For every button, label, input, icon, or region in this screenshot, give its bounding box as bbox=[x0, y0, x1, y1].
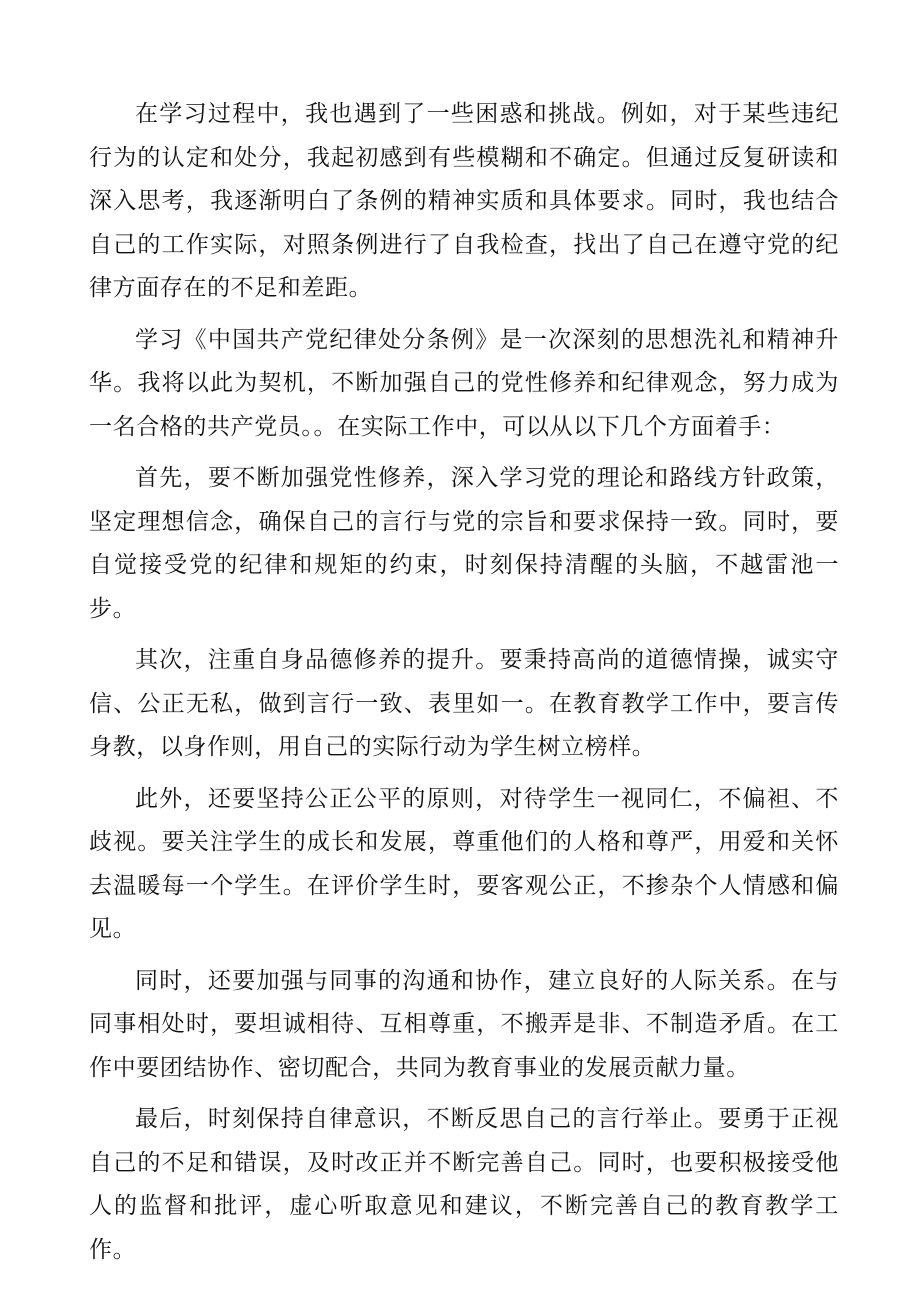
paragraph-6: 同时，还要加强与同事的沟通和协作，建立良好的人际关系。在与同事相处时，要坦诚相待、互相尊重，不搬弄是非、不制造矛盾。在工作中要团结协作、密切配合，共同为教育事业的发展贡献力量。 bbox=[89, 967, 839, 1081]
paragraph-7: 最后，时刻保持自律意识，不断反思自己的言行举止。要勇于正视自己的不足和错误，及时改正并不断完善自己。同时，也要积极接受他人的监督和批评，虚心听取意见和建议，不断完善自己的教育教学工作。 bbox=[89, 1106, 839, 1263]
paragraph-1: 在学习过程中，我也遇到了一些困惑和挑战。例如，对于某些违纪行为的认定和处分，我起初感到有些模糊和不确定。但通过反复研读和深入思考，我逐渐明白了条例的精神实质和具体要求。同时，我也结合自己的工作实际，对照条例进行了自我检查，找出了自己在遵守党的纪律方面存在的不足和差距。 bbox=[89, 101, 839, 301]
paragraph-5: 此外，还要坚持公正公平的原则，对待学生一视同仁，不偏袒、不歧视。要关注学生的成长和发展，尊重他们的人格和尊严，用爱和关怀去温暖每一个学生。在评价学生时，要客观公正，不掺杂个人情感和偏见。 bbox=[89, 785, 839, 942]
document-body bbox=[89, 93, 839, 1280]
paragraph-2: 学习《中国共产党纪律处分条例》是一次深刻的思想洗礼和精神升华。我将以此为契机，不断加强自己的党性修养和纪律观念，努力成为一名合格的共产党员。。在实际工作中，可以从以下几个方面着手： bbox=[89, 326, 839, 440]
paragraph-4: 其次，注重自身品德修养的提升。要秉持高尚的道德情操，诚实守信、公正无私，做到言行一致、表里如一。在教育教学工作中，要言传身教，以身作则，用自己的实际行动为学生树立榜样。 bbox=[89, 647, 839, 760]
paragraph-3: 首先，要不断加强党性修养，深入学习党的理论和路线方针政策，坚定理想信念，确保自己的言行与党的宗旨和要求保持一致。同时，要自觉接受党的纪律和规矩的约束，时刻保持清醒的头脑，不越雷池一步。 bbox=[89, 465, 839, 622]
